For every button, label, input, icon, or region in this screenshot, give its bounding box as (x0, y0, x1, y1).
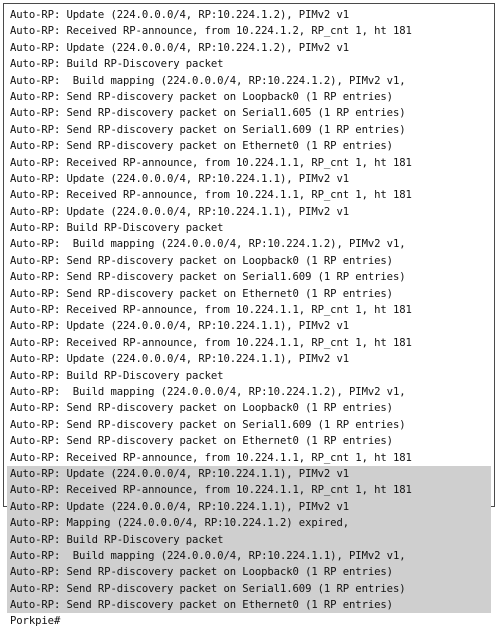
terminal-line: Auto-RP: Send RP-discovery packet on Loopback0 (1 RP entries) (10, 402, 393, 415)
terminal-line-highlighted: Auto-RP: Received RP-announce, from 10.224.1.1, RP_cnt 1, ht 181 (7, 482, 491, 498)
terminal-line: Auto-RP: Send RP-discovery packet on Serial1.609 (1 RP entries) (10, 271, 406, 284)
terminal-line: Auto-RP: Send RP-discovery packet on Serial1.605 (1 RP entries) (10, 107, 406, 120)
terminal-line: Auto-RP: Build RP-Discovery packet (10, 369, 224, 382)
terminal-line-highlighted: Auto-RP: Mapping (224.0.0.0/4, RP:10.224.1.2) expired, (7, 515, 491, 531)
terminal-line: Auto-RP: Build RP-Discovery packet (10, 222, 224, 235)
terminal-line-highlighted: Auto-RP: Update (224.0.0.0/4, RP:10.224.1.1), PIMv2 v1 (7, 466, 491, 482)
terminal-line: Auto-RP: Send RP-discovery packet on Ethernet0 (1 RP entries) (10, 435, 393, 448)
terminal-window (3, 3, 495, 628)
terminal-line-highlighted: Auto-RP: Build RP-Discovery packet (7, 532, 491, 548)
terminal-line: Auto-RP: Update (224.0.0.0/4, RP:10.224.1.1), PIMv2 v1 (10, 172, 350, 185)
terminal-line: Auto-RP: Update (224.0.0.0/4, RP:10.224.1.1), PIMv2 v1 (10, 320, 350, 333)
terminal-line: Auto-RP: Update (224.0.0.0/4, RP:10.224.1.1), PIMv2 v1 (10, 353, 350, 366)
terminal-line: Auto-RP: Build mapping (224.0.0.0/4, RP:10.224.1.2), PIMv2 v1, (10, 74, 406, 87)
terminal-line-highlighted: Auto-RP: Update (224.0.0.0/4, RP:10.224.1.1), PIMv2 v1 (7, 499, 491, 515)
terminal-line: Auto-RP: Update (224.0.0.0/4, RP:10.224.1.2), PIMv2 v1 (10, 41, 350, 54)
terminal-output (7, 7, 491, 630)
terminal-line: Auto-RP: Received RP-announce, from 10.224.1.1, RP_cnt 1, ht 181 (10, 451, 412, 464)
terminal-line: Auto-RP: Build RP-Discovery packet (10, 58, 224, 71)
terminal-line: Auto-RP: Update (224.0.0.0/4, RP:10.224.1.1), PIMv2 v1 (10, 205, 350, 218)
terminal-line: Auto-RP: Build mapping (224.0.0.0/4, RP:10.224.1.2), PIMv2 v1, (10, 385, 406, 398)
terminal-line: Auto-RP: Received RP-announce, from 10.224.1.1, RP_cnt 1, ht 181 (10, 304, 412, 317)
terminal-line-highlighted: Auto-RP: Send RP-discovery packet on Ethernet0 (1 RP entries) (7, 597, 491, 613)
terminal-line: Auto-RP: Send RP-discovery packet on Ethernet0 (1 RP entries) (10, 287, 393, 300)
terminal-line: Auto-RP: Build mapping (224.0.0.0/4, RP:10.224.1.2), PIMv2 v1, (10, 238, 406, 251)
terminal-line-highlighted: Auto-RP: Send RP-discovery packet on Loopback0 (1 RP entries) (7, 564, 491, 580)
terminal-line: Auto-RP: Received RP-announce, from 10.224.1.1, RP_cnt 1, ht 181 (10, 336, 412, 349)
terminal-line-highlighted: Auto-RP: Build mapping (224.0.0.0/4, RP:10.224.1.1), PIMv2 v1, (7, 548, 491, 564)
terminal-line: Auto-RP: Received RP-announce, from 10.224.1.1, RP_cnt 1, ht 181 (10, 156, 412, 169)
terminal-line: Auto-RP: Send RP-discovery packet on Ethernet0 (1 RP entries) (10, 140, 393, 153)
terminal-line: Auto-RP: Update (224.0.0.0/4, RP:10.224.1.2), PIMv2 v1 (10, 9, 350, 21)
terminal-line: Auto-RP: Received RP-announce, from 10.224.1.2, RP_cnt 1, ht 181 (10, 25, 412, 38)
command-prompt[interactable]: Porkpie# (10, 615, 61, 628)
terminal-line: Auto-RP: Received RP-announce, from 10.224.1.1, RP_cnt 1, ht 181 (10, 189, 412, 202)
terminal-line: Auto-RP: Send RP-discovery packet on Serial1.609 (1 RP entries) (10, 418, 406, 431)
terminal-line-highlighted: Auto-RP: Send RP-discovery packet on Serial1.609 (1 RP entries) (7, 581, 491, 597)
terminal-line: Auto-RP: Send RP-discovery packet on Serial1.609 (1 RP entries) (10, 123, 406, 136)
terminal-line: Auto-RP: Send RP-discovery packet on Loopback0 (1 RP entries) (10, 90, 393, 103)
terminal-line: Auto-RP: Send RP-discovery packet on Loopback0 (1 RP entries) (10, 254, 393, 267)
